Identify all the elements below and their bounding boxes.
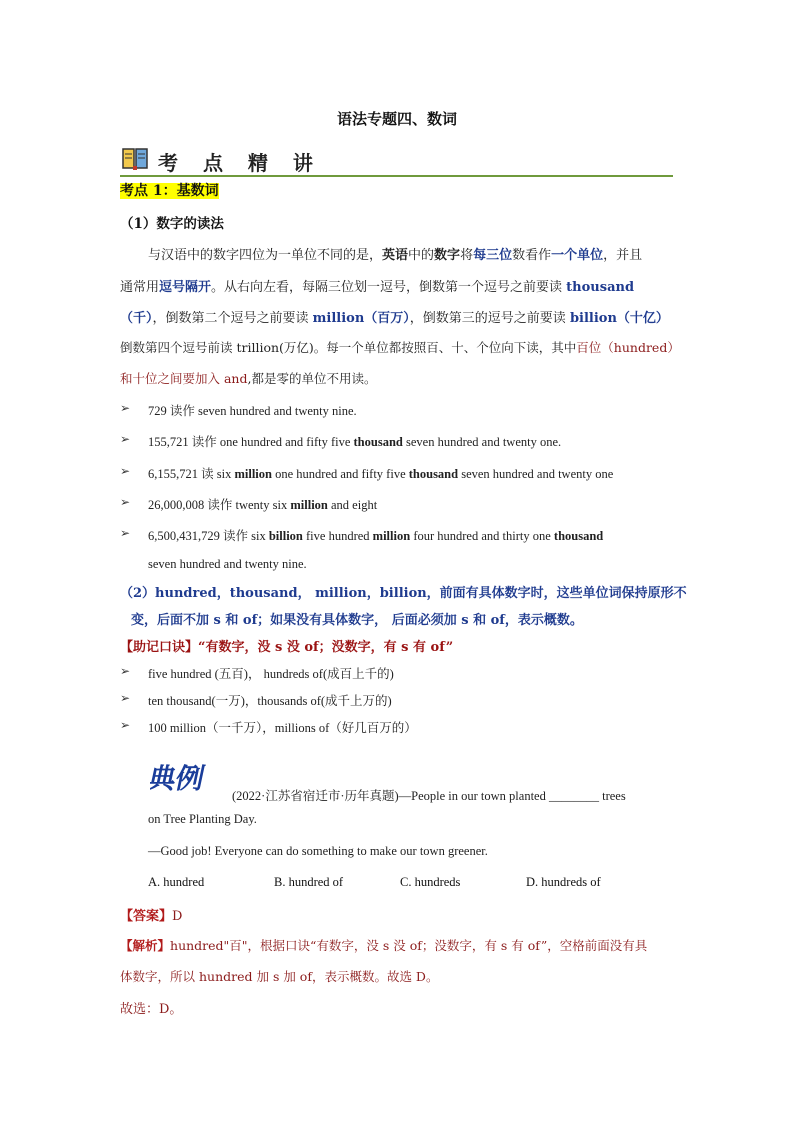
arrow-bullet-icon: ➢: [120, 526, 131, 540]
mnemonic-example: 100 million（一千万），millions of（好几百万的）: [148, 721, 417, 735]
book-icon: [122, 147, 148, 171]
question-line-1: (2022·江苏省宿迁市·历年真题)—People in our town planted ________ trees: [232, 789, 626, 803]
section1-heading: （1）数字的读法: [120, 216, 224, 232]
arrow-bullet-icon: ➢: [120, 691, 131, 705]
analysis-line-1: 【解析】hundred"百"，根据口诀“有数字，没 s 没 of；没数字，有 s 有 of”，空格前面没有具: [120, 938, 648, 953]
option-d: D. hundreds of: [526, 875, 601, 889]
section2-line-1: （2）hundred，thousand， million，billion，前面有具体数字时，这些单位词保持原形不: [120, 586, 687, 601]
topic-heading: 考点 1：基数词: [120, 183, 219, 199]
paragraph-line-1: 与汉语中的数字四位为一单位不同的是，英语中的数字将每三位数看作一个单位，并且: [148, 248, 643, 263]
final-answer: 故选：D。: [120, 1002, 183, 1017]
example-item-continued: seven hundred and twenty nine.: [148, 557, 307, 571]
example-item: 6,500,431,729 读作 six billion five hundred million four hundred and thirty one thousand: [148, 529, 604, 543]
arrow-bullet-icon: ➢: [120, 718, 131, 732]
arrow-bullet-icon: ➢: [120, 495, 131, 509]
mnemonic-example: five hundred (五百)， hundreds of(成百上千的): [148, 667, 394, 681]
option-c: C. hundreds: [400, 875, 461, 889]
arrow-bullet-icon: ➢: [120, 664, 131, 678]
banner-heading: 考 点 精 讲: [158, 151, 322, 175]
banner-divider: [120, 175, 673, 177]
example-stamp-logo: [150, 760, 225, 796]
paragraph-line-3: （千），倒数第二个逗号之前要读 million（百万），倒数第三的逗号之前要读 billion（十亿）: [120, 311, 669, 326]
paragraph-line-2: 通常用逗号隔开。从右向左看，每隔三位划一逗号，倒数第一个逗号之前要读 thousand: [120, 280, 635, 295]
question-line-2: on Tree Planting Day.: [148, 812, 257, 826]
option-b: B. hundred of: [274, 875, 344, 889]
option-a: A. hundred: [148, 875, 205, 889]
mnemonic: 【助记口诀】“有数字，没 s 没 of；没数字，有 s 有 of”: [120, 640, 454, 655]
arrow-bullet-icon: ➢: [120, 464, 131, 478]
stamp-glyphs: 典例: [150, 761, 208, 795]
arrow-bullet-icon: ➢: [120, 432, 131, 446]
page-title: 语法专题四、数词: [336, 110, 457, 128]
section2-line-2: 变，后面不加 s 和 of；如果没有具体数字， 后面必须加 s 和 of，表示概数。: [131, 613, 583, 628]
example-item: 729 读作 seven hundred and twenty nine.: [148, 404, 357, 418]
example-item: 26,000,008 读作 twenty six million and eight: [148, 498, 378, 512]
answer: 【答案】D: [120, 909, 183, 924]
mnemonic-example: ten thousand(一万)，thousands of(成千上万的): [148, 694, 392, 708]
example-item: 155,721 读作 one hundred and fifty five thousand seven hundred and twenty one.: [148, 435, 562, 449]
analysis-line-2: 体数字，所以 hundred 加 s 加 of，表示概数。故选 D。: [120, 969, 439, 984]
question-line-3: —Good job! Everyone can do something to make our town greener.: [148, 844, 488, 858]
paragraph-line-4: 倒数第四个逗号前读 trillion(万亿)。每一个单位都按照百、十、个位向下读，其中百位（hundred）: [120, 340, 680, 355]
paragraph-line-5: 和十位之间要加入 and,都是零的单位不用读。: [120, 371, 377, 386]
arrow-bullet-icon: ➢: [120, 401, 131, 415]
example-item: 6,155,721 读 six million one hundred and fifty five thousand seven hundred and twenty one: [148, 467, 614, 481]
